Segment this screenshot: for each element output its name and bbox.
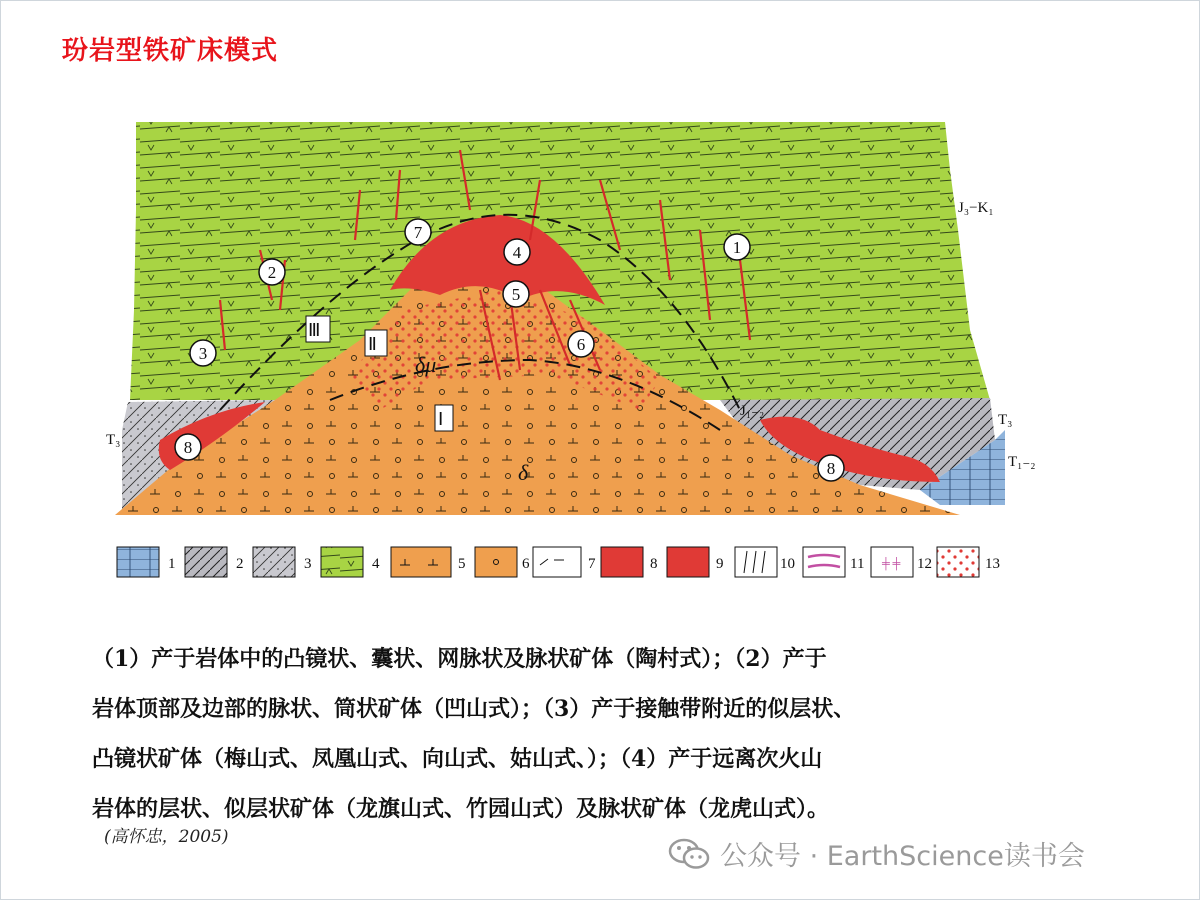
label-t3-right: T₃ xyxy=(998,412,1013,428)
svg-text:13: 13 xyxy=(985,556,1000,572)
svg-text:Ⅱ: Ⅱ xyxy=(368,334,377,354)
orebody-marker-7 xyxy=(405,219,431,245)
legend-swatch-ore-2 xyxy=(667,547,709,577)
legend-swatch-disseminated xyxy=(937,547,979,577)
wechat-icon xyxy=(668,837,710,871)
svg-text:3: 3 xyxy=(198,344,208,363)
svg-text:8: 8 xyxy=(826,459,836,478)
caption-line-1: （1）产于岩体中的凸镜状、囊状、网脉状及脉状矿体（陶村式）；（2）产于 xyxy=(92,646,827,672)
zone-label-2 xyxy=(365,330,387,356)
svg-text:7: 7 xyxy=(413,223,423,242)
orebody-marker-2 xyxy=(259,259,285,285)
svg-text:Ⅲ: Ⅲ xyxy=(308,320,321,340)
caption xyxy=(92,634,1052,834)
citation: (高怀忠，2005) xyxy=(104,827,229,847)
svg-text:6: 6 xyxy=(522,556,530,572)
svg-text:10: 10 xyxy=(780,556,795,572)
legend-swatch-limestone xyxy=(117,547,159,577)
legend xyxy=(117,547,1000,577)
caption-line-3: 凸镜状矿体（梅山式、凤凰山式、向山式、姑山式、）；（4）产于远离次火山 xyxy=(92,746,823,772)
label-j3k1: J₃−K₁ xyxy=(958,200,994,216)
legend-swatch-diorite xyxy=(475,547,517,577)
legend-swatch-sandstone xyxy=(253,547,295,577)
orebody-marker-8-left xyxy=(175,434,201,460)
legend-swatch-boundary xyxy=(533,547,581,577)
legend-swatch-diorite-porphyrite xyxy=(391,547,451,577)
watermark xyxy=(668,834,1085,873)
svg-text:╪ ╪: ╪ ╪ xyxy=(882,558,901,570)
svg-text:9: 9 xyxy=(716,556,724,572)
svg-text:Ⅰ: Ⅰ xyxy=(438,409,444,429)
svg-text:1: 1 xyxy=(732,238,742,257)
svg-text:4: 4 xyxy=(512,243,522,262)
label-delta-mu: δμ xyxy=(415,352,437,377)
legend-swatch-ore-1 xyxy=(601,547,643,577)
orebody-marker-3 xyxy=(190,340,216,366)
legend-swatch-layered xyxy=(803,547,845,577)
svg-text:2: 2 xyxy=(236,556,244,572)
svg-text:7: 7 xyxy=(588,556,596,572)
svg-text:8: 8 xyxy=(650,556,658,572)
orebody-marker-5 xyxy=(503,281,529,307)
svg-text:3: 3 xyxy=(304,556,312,572)
label-j12: J₁₋₂ xyxy=(740,403,765,419)
legend-swatch-shale xyxy=(185,547,227,577)
ore-deposit-model-diagram xyxy=(100,110,1060,600)
orebody-marker-8-right xyxy=(818,455,844,481)
svg-text:2: 2 xyxy=(267,263,277,282)
svg-text:1: 1 xyxy=(168,556,176,572)
label-delta: δ xyxy=(518,460,529,485)
label-t3-left: T₃ xyxy=(106,432,121,448)
svg-text:4: 4 xyxy=(372,556,380,572)
watermark-text: 公众号 · EarthScience读书会 xyxy=(720,841,1085,872)
svg-text:12: 12 xyxy=(917,556,932,572)
orebody-marker-1 xyxy=(724,234,750,260)
svg-text:8: 8 xyxy=(183,438,193,457)
caption-line-4: 岩体的层状、似层状矿体（龙旗山式、竹园山式）及脉状矿体（龙虎山式）。 xyxy=(92,796,830,822)
zone-label-1 xyxy=(435,405,453,431)
label-t12: T₁₋₂ xyxy=(1008,454,1036,470)
slide-title: 玢岩型铁矿床模式 xyxy=(62,36,279,66)
svg-text:5: 5 xyxy=(458,556,466,572)
caption-line-2: 岩体顶部及边部的脉状、筒状矿体（凹山式）；（3）产于接触带附近的似层状、 xyxy=(92,696,856,722)
svg-text:11: 11 xyxy=(850,556,865,572)
zone-label-3 xyxy=(306,316,330,342)
svg-text:6: 6 xyxy=(576,335,586,354)
orebody-marker-4 xyxy=(504,239,530,265)
svg-text:5: 5 xyxy=(511,285,521,304)
legend-swatch-volcanic xyxy=(321,547,363,577)
orebody-marker-6 xyxy=(568,331,594,357)
